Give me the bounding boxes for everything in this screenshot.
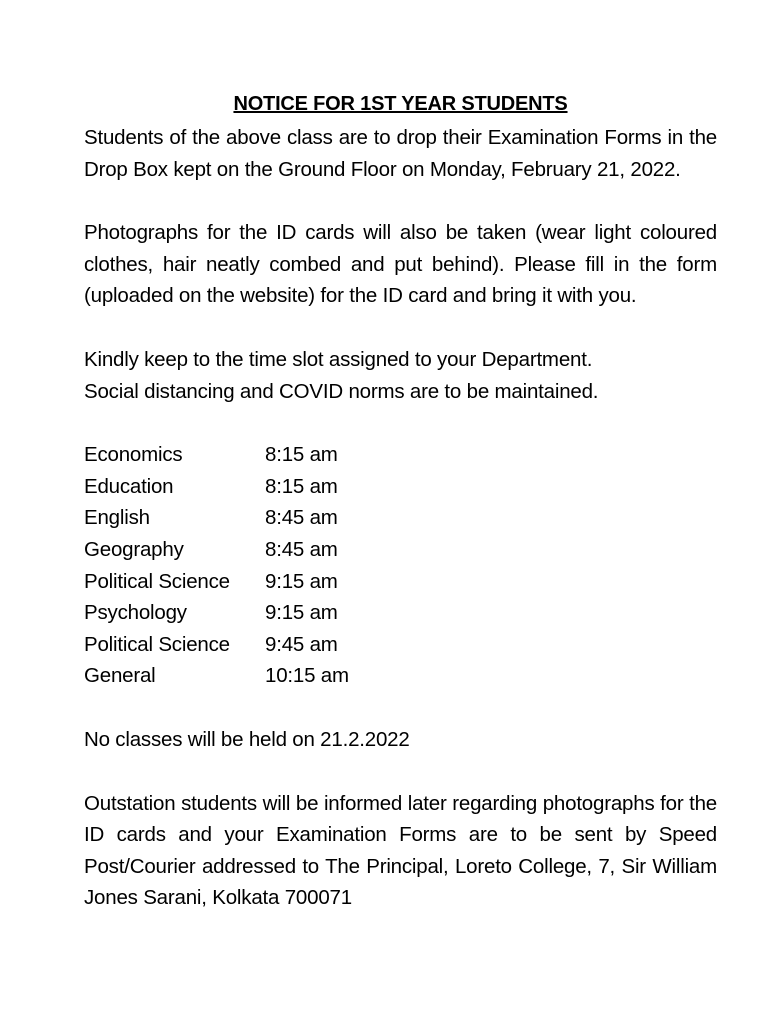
paragraph-time-slot	[84, 344, 717, 407]
schedule-time: 8:15 am	[265, 443, 338, 467]
department-schedule	[84, 439, 717, 692]
schedule-department: Political Science	[84, 632, 230, 656]
schedule-department: Political Science	[84, 569, 230, 593]
schedule-department: Education	[84, 474, 174, 498]
schedule-department: General	[84, 664, 156, 688]
schedule-row	[84, 597, 717, 629]
schedule-department: Economics	[84, 443, 183, 467]
schedule-time: 9:45 am	[265, 632, 338, 656]
schedule-row	[84, 534, 717, 566]
paragraph-photographs: Photographs for the ID cards will also be taken (wear light coloured clothes, hair neatly combed and put behind). Please fill in the form (uploaded on the website) for the ID card and bring it with you.	[84, 221, 717, 308]
schedule-row	[84, 566, 717, 598]
schedule-department: English	[84, 506, 150, 530]
schedule-time: 9:15 am	[265, 569, 338, 593]
schedule-row	[84, 629, 717, 661]
notice-title: NOTICE FOR 1ST YEAR STUDENTS	[233, 93, 568, 115]
schedule-department: Geography	[84, 537, 184, 561]
schedule-time: 10:15 am	[265, 664, 349, 688]
schedule-row	[84, 471, 717, 503]
schedule-time: 9:15 am	[265, 601, 338, 625]
schedule-row	[84, 660, 717, 692]
schedule-row	[84, 439, 717, 471]
time-slot-line: Kindly keep to the time slot assigned to your Department.	[84, 347, 593, 371]
paragraph-outstation: Outstation students will be informed later regarding photographs for the ID cards and your Examination Forms are to be sent by Speed Post/Courier addressed to The Principal, Loreto College, 7, Sir William Jones Sarani, Kolkata 700071	[84, 791, 717, 910]
schedule-time: 8:45 am	[265, 537, 338, 561]
schedule-time: 8:15 am	[265, 474, 338, 498]
paragraph-exam-forms: Students of the above class are to drop their Examination Forms in the Drop Box kept on the Ground Floor on Monday, February 21, 2022.	[84, 126, 717, 181]
schedule-time: 8:45 am	[265, 506, 338, 530]
notice-document	[84, 88, 717, 946]
schedule-row	[84, 502, 717, 534]
covid-norms-line: Social distancing and COVID norms are to be maintained.	[84, 379, 599, 403]
no-classes-notice: No classes will be held on 21.2.2022	[84, 727, 410, 751]
schedule-department: Psychology	[84, 601, 187, 625]
